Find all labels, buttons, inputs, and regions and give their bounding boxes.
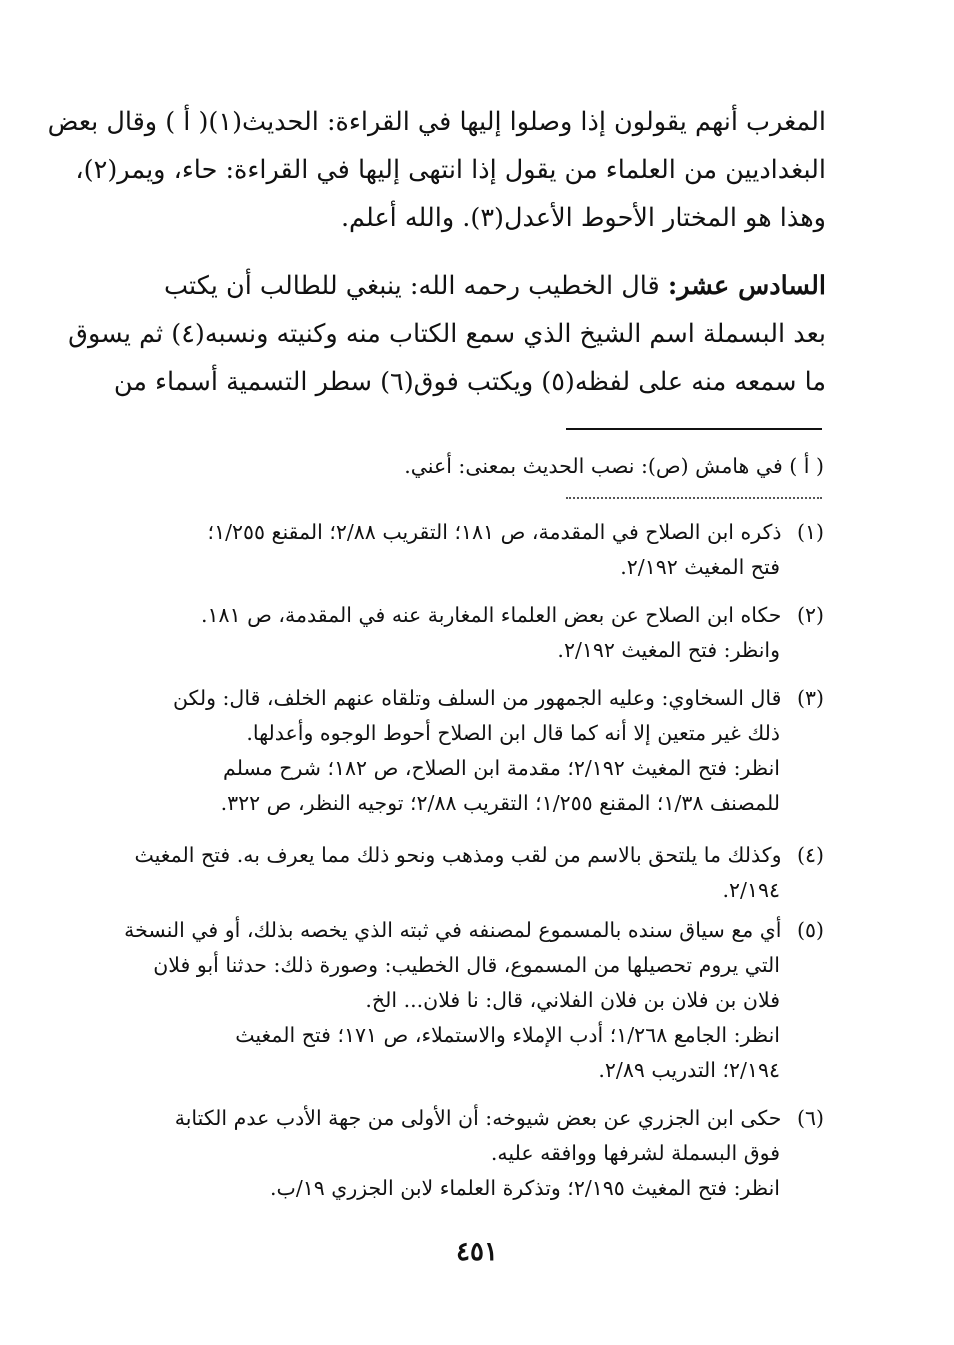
footnote-line: وانظر: فتح المغيث ٢/١٩٢. xyxy=(557,638,780,662)
footnote-line: التي يروم تحصيلها من المسموع، قال الخطيب: وصورة ذلك: حدثنا أبو فلان xyxy=(153,953,780,977)
footnote-line xyxy=(128,1101,824,1136)
main-line xyxy=(128,262,826,310)
footnote-text: أي مع سياق سنده بالمسموع لمصنفه في ثبته الذي يخصه بذلك، أو في النسخة xyxy=(124,918,782,942)
footnote-line: للمصنف ١/٣٨؛ المقنع ١/٢٥٥؛ التقريب ٢/٨٨؛ توجيه النظر، ص ٣٢٢. xyxy=(220,791,780,815)
main-line: البغداديين من العلماء من يقول إذا انتهى إليها في القراءة: حاء، ويمر(٢)، xyxy=(75,155,826,185)
main-line-text: قال الخطيب رحمه الله: ينبغي للطالب أن يكتب xyxy=(163,271,660,301)
footnote-line: ٢/١٩٤؛ التدريب ٢/٨٩. xyxy=(598,1058,780,1082)
footnote-text: وكذلك ما يلتحق بالاسم من لقب ومذهب ونحو ذلك مما يعرف به. فتح المغيث xyxy=(134,843,782,867)
footnote-text: قال السخاوي: وعليه الجمهور من السلف وتلقاه عنهم الخلف، قال: ولكن xyxy=(172,686,782,710)
footnote-6 xyxy=(128,1101,824,1206)
section-heading: السادس عشر: xyxy=(667,271,826,301)
footnote-line xyxy=(124,913,824,948)
footnote-line: فوق البسملة لشرفها ووافقه عليه. xyxy=(490,1141,780,1165)
main-line: وهذا هو المختار الأحوط الأعدل(٣). والله أعلم. xyxy=(340,203,826,233)
footnote-text: حكى ابن الجزري عن بعض شيوخه: أن الأولى من جهة الأدب عدم الكتابة xyxy=(174,1106,782,1130)
footnote-line: انظر: الجامع ١/٢٦٨؛ أدب الإملاء والاستملاء، ص ١٧١؛ فتح المغيث xyxy=(235,1023,780,1047)
footnote-line: انظر: فتح المغيث ٢/١٩٥؛ وتذكرة العلماء لابن الجزري ١٩/ب. xyxy=(270,1176,780,1200)
footnote-2 xyxy=(128,598,824,668)
footnote-line: ذلك غير متعين إلا أنه كما قال ابن الصلاح أحوط الوجوه وأعدلها. xyxy=(246,721,780,745)
margin-note xyxy=(128,449,824,484)
footnote-line: انظر: فتح المغيث ٢/١٩٢؛ مقدمة ابن الصلاح، ص ١٨٢؛ شرح مسلم xyxy=(223,756,780,780)
footnote-line xyxy=(128,838,824,873)
main-line: المغرب أنهم يقولون إذا وصلوا إليها في القراءة: الحديث(١)( أ ) وقال بعض xyxy=(47,107,826,137)
footnote-number: (٥) xyxy=(796,918,824,942)
main-paragraph-1 xyxy=(47,98,826,242)
footnote-1 xyxy=(128,515,824,585)
dotted-separator xyxy=(566,497,822,499)
footnote-line: فلان بن فلان بن فلان الفلاني، قال: نا فلان... الخ. xyxy=(365,988,780,1012)
margin-note-text: ( أ ) في هامش (ص): نصب الحديث بمعنى: أعني. xyxy=(404,454,824,478)
footnote-4 xyxy=(128,838,824,908)
main-line: بعد البسملة اسم الشيخ الذي سمع الكتاب منه وكنيته ونسبه(٤) ثم يسوق xyxy=(68,319,826,349)
main-paragraph-2 xyxy=(68,262,826,406)
footnote-text: حكاه ابن الصلاح عن بعض العلماء المغاربة عنه في المقدمة، ص ١٨١. xyxy=(201,603,782,627)
footnote-3 xyxy=(128,681,824,821)
footnote-separator xyxy=(566,428,822,430)
footnote-line xyxy=(128,515,824,550)
footnote-line xyxy=(128,681,824,716)
footnote-5 xyxy=(124,913,824,1088)
footnote-number: (٢) xyxy=(796,603,824,627)
footnote-number: (٤) xyxy=(796,843,824,867)
footnote-line: فتح المغيث ٢/١٩٢. xyxy=(620,555,780,579)
main-line: ما سمعه منه على لفظه(٥) ويكتب فوق(٦) سطر التسمية أسماء من xyxy=(113,367,826,397)
footnote-text: ذكره ابن الصلاح في المقدمة، ص ١٨١؛ التقريب ٢/٨٨؛ المقنع ١/٢٥٥؛ xyxy=(207,520,782,544)
footnote-number: (١) xyxy=(796,520,824,544)
footnote-line: ٢/١٩٤. xyxy=(722,878,780,902)
footnote-line xyxy=(128,598,824,633)
footnote-number: (٦) xyxy=(796,1106,824,1130)
page-number: ٤٥١ xyxy=(456,1237,498,1267)
footnote-number: (٣) xyxy=(796,686,824,710)
